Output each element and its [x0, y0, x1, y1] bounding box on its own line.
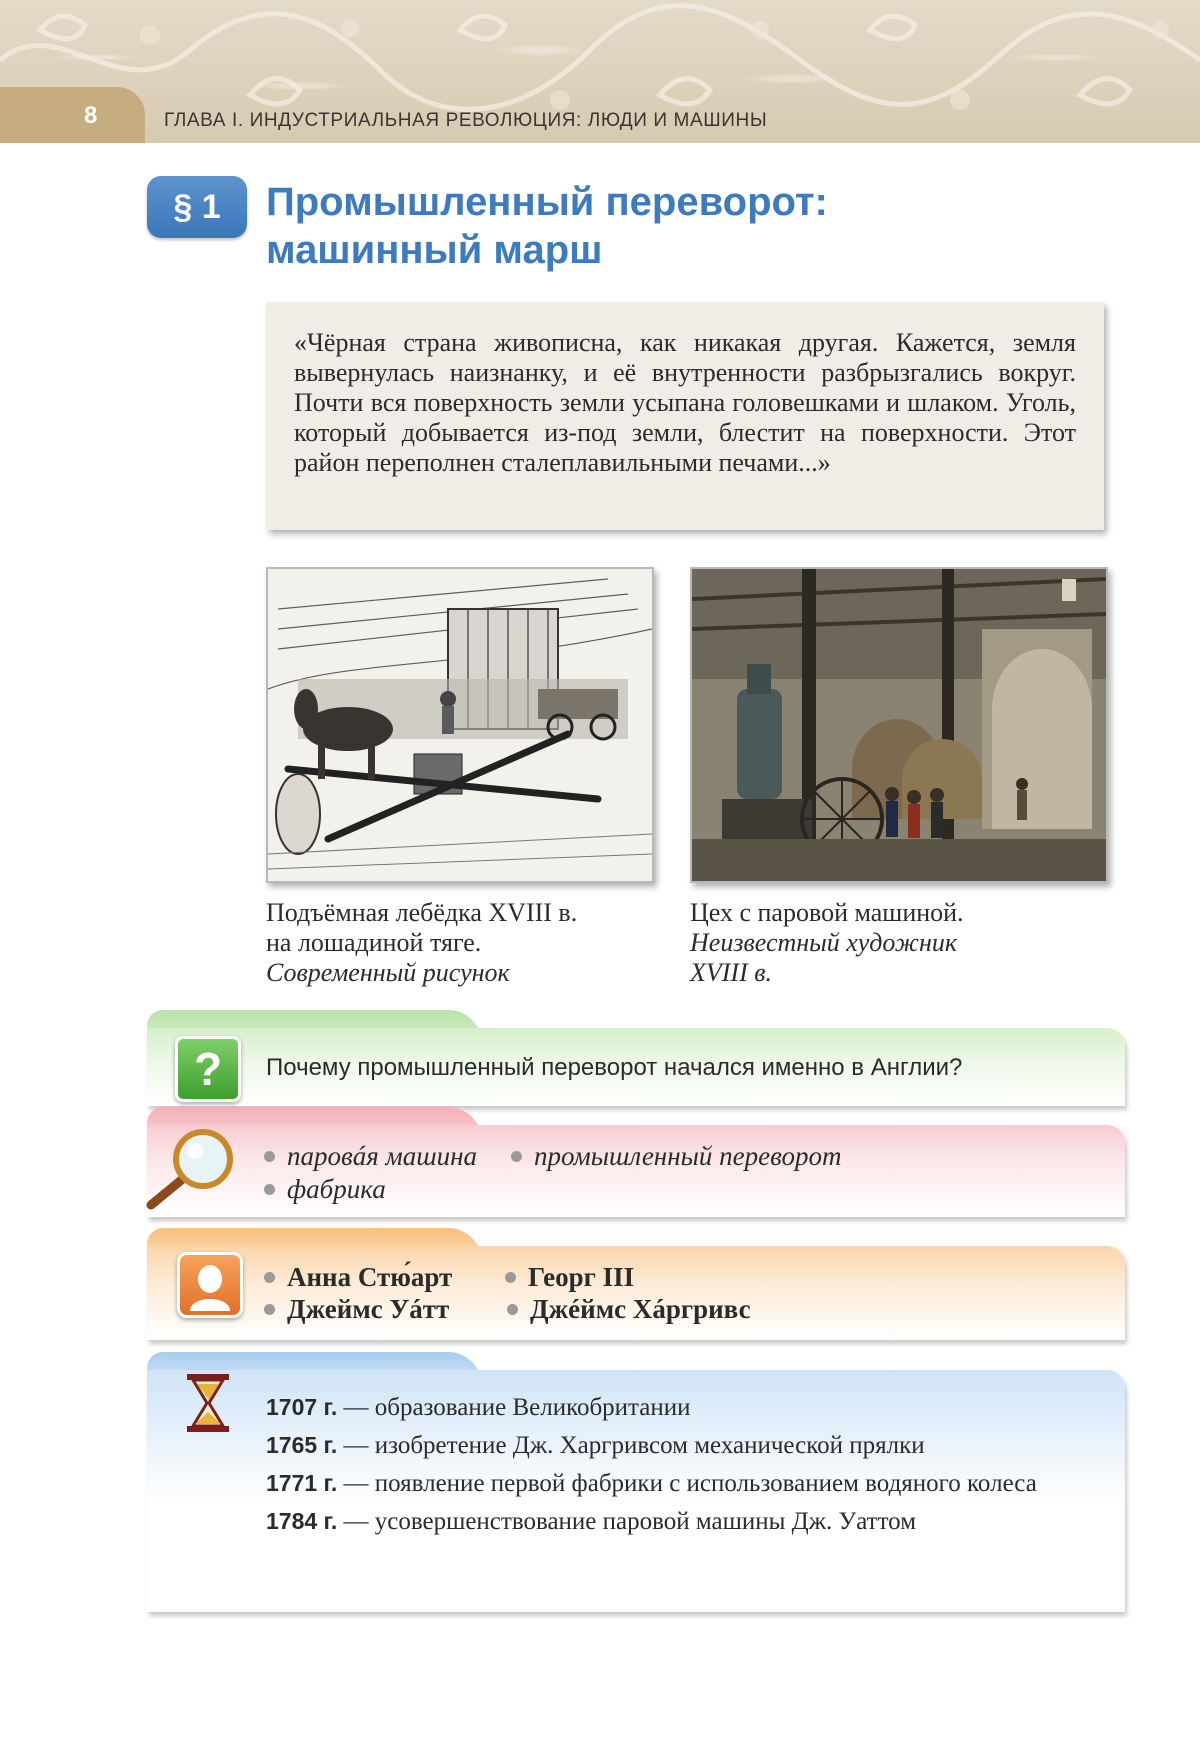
date-text: — изобретение Дж. Харгривсом механической прялки — [337, 1432, 925, 1459]
dates-band — [147, 1352, 1125, 1612]
caption-1-italic: Современный рисунок — [266, 958, 510, 987]
persons-band — [147, 1228, 1125, 1340]
date-year: 1765 г. — [266, 1432, 338, 1458]
term-item: промышленный переворот — [511, 1141, 841, 1172]
caption-2-line-1: Цех с паровой машиной. — [690, 898, 964, 927]
person-item: Анна Стю́арт — [264, 1262, 452, 1293]
caption-2-italic-1: Неизвестный художник — [690, 928, 958, 957]
person-item: Георг III — [505, 1262, 634, 1293]
bullet-icon — [507, 1304, 518, 1315]
date-text: — образование Великобритании — [337, 1394, 691, 1421]
horse-winch-image — [268, 569, 652, 881]
bullet-icon — [264, 1272, 275, 1283]
person-icon — [177, 1252, 243, 1318]
quote-text: «Чёрная страна живописна, как никакая другая. Кажется, земля вывернулась наизнанку, и её внутренности разбрызгались вокруг. Почти вся поверхность земли усыпана головешками и шлаком. Уголь, который добывается из-под земли, блестит на поверхности. Этот район переполнен сталеплавильными печами...» — [294, 328, 1076, 477]
date-item — [266, 1392, 1086, 1423]
bullet-icon — [264, 1184, 275, 1195]
quote-box — [266, 302, 1104, 530]
date-year: 1771 г. — [266, 1470, 338, 1496]
figure-1-caption — [266, 898, 666, 988]
title-line-1: Промышленный переворот: — [266, 180, 828, 224]
steam-workshop-image — [692, 569, 1106, 881]
date-year: 1707 г. — [266, 1394, 338, 1420]
magnifier-icon — [137, 1123, 237, 1215]
date-item — [266, 1468, 1086, 1499]
bullet-icon — [264, 1304, 275, 1315]
term-item: фабрика — [264, 1174, 386, 1205]
caption-1-line-2: на лошадиной тяге. — [266, 928, 482, 957]
figure-steam-workshop — [690, 567, 1108, 883]
page-number-tab — [0, 87, 145, 143]
date-text: — появление первой фабрики с использованием водяного колеса — [337, 1470, 1037, 1497]
dates-list — [266, 1392, 1086, 1544]
terms-band — [147, 1107, 1125, 1217]
bullet-icon — [264, 1151, 275, 1162]
question-icon: ? — [175, 1036, 241, 1102]
person-item: Джеймс Уáтт — [264, 1294, 449, 1325]
caption-1-line-1: Подъёмная лебёдка XVIII в. — [266, 898, 578, 927]
title-line-2: машинный марш — [266, 228, 603, 272]
question-band — [147, 1010, 1125, 1106]
hourglass-icon — [185, 1372, 231, 1434]
figure-horse-winch — [266, 567, 654, 883]
date-text: — усовершенствование паровой машины Дж. Уаттом — [337, 1508, 917, 1535]
page-header — [0, 0, 1200, 143]
bullet-icon — [505, 1272, 516, 1283]
person-silhouette-icon — [180, 1255, 240, 1315]
persons-band-body — [147, 1246, 1125, 1340]
date-item — [266, 1430, 1086, 1461]
paragraph-badge: § 1 — [147, 176, 247, 238]
bullet-icon — [511, 1151, 522, 1162]
date-item — [266, 1506, 1086, 1537]
caption-2-italic-2: XVIII в. — [690, 958, 773, 987]
page-number: 8 — [84, 102, 98, 129]
page-title — [266, 178, 966, 274]
figure-2-caption — [690, 898, 1110, 988]
question-text: Почему промышленный переворот начался именно в Англии? — [266, 1054, 963, 1081]
chapter-title: ГЛАВА I. ИНДУСТРИАЛЬНАЯ РЕВОЛЮЦИЯ: ЛЮДИ И МАШИНЫ — [164, 110, 768, 131]
person-item: Джéймс Хáргривс — [507, 1294, 751, 1325]
date-year: 1784 г. — [266, 1508, 338, 1534]
term-item: паровáя машина — [264, 1141, 477, 1172]
